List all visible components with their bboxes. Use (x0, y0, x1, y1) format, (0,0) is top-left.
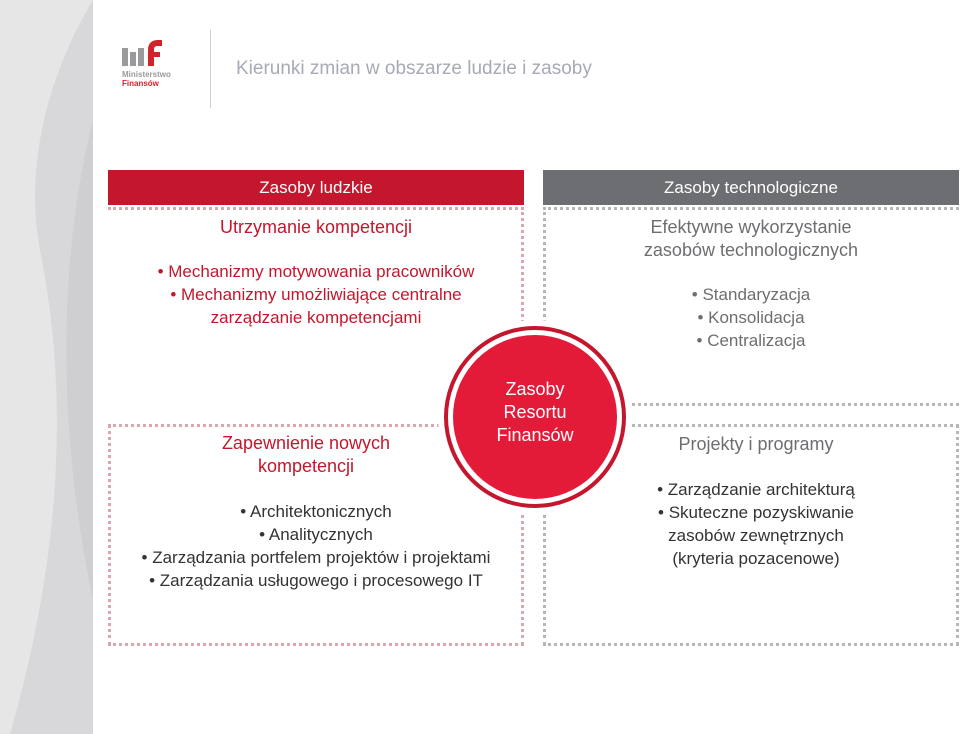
list-item: • Konsolidacja (697, 308, 805, 327)
list-item: • Standaryzacja (691, 285, 811, 304)
center-circle (438, 320, 632, 514)
bullet-list (543, 478, 959, 570)
list-item: • Zarządzania portfelem projektów i projektami (141, 548, 491, 567)
list-item: zasobów zewnętrznych (668, 526, 844, 545)
ministry-logo (118, 38, 188, 98)
center-label-line: Resortu (503, 402, 567, 422)
logo-text-finansow: Finansów (122, 79, 159, 88)
list-item: • Zarządzanie architekturą (657, 480, 855, 499)
list-item: • Skuteczne pozyskiwanie (658, 503, 854, 522)
section-title-line: zasobów technologicznych (643, 240, 859, 260)
section-title-line: kompetencji (257, 456, 355, 476)
list-item: • Analitycznych (259, 525, 373, 544)
list-item: • Zarządzania usługowego i procesowego IT (149, 571, 483, 590)
center-label (438, 378, 632, 447)
section-title (543, 216, 959, 262)
section-title: Projekty i programy (678, 434, 834, 454)
decorative-side-strip (0, 0, 93, 734)
logo-mark-icon (118, 38, 166, 70)
center-label-line: Zasoby (505, 379, 565, 399)
bullet-list (543, 283, 959, 352)
panel-header-human-resources: Zasoby ludzkie (108, 170, 524, 205)
list-item: • Mechanizmy motywowania pracowników (157, 262, 475, 281)
decorative-curves (0, 0, 93, 734)
page-title: Kierunki zmian w obszarze ludzie i zasoby (236, 58, 592, 79)
bullet-list (108, 500, 524, 592)
list-item: zarządzanie kompetencjami (210, 308, 422, 327)
center-label-line: Finansów (496, 425, 574, 445)
panel-header-technology-resources: Zasoby technologiczne (543, 170, 959, 205)
list-item: • Mechanizmy umożliwiające centralne (170, 285, 462, 304)
logo-text-ministerstwo: Ministerstwo (122, 70, 171, 79)
bullet-list (108, 260, 524, 329)
list-item: • Centralizacja (696, 331, 806, 350)
header-divider (210, 30, 211, 108)
section-title-line: Zapewnienie nowych (221, 433, 391, 453)
section-title: Utrzymanie kompetencji (219, 217, 413, 237)
list-item: • Architektonicznych (240, 502, 392, 521)
section-title-line: Efektywne wykorzystanie (650, 217, 852, 237)
list-item: (kryteria pozacenowe) (672, 549, 840, 568)
